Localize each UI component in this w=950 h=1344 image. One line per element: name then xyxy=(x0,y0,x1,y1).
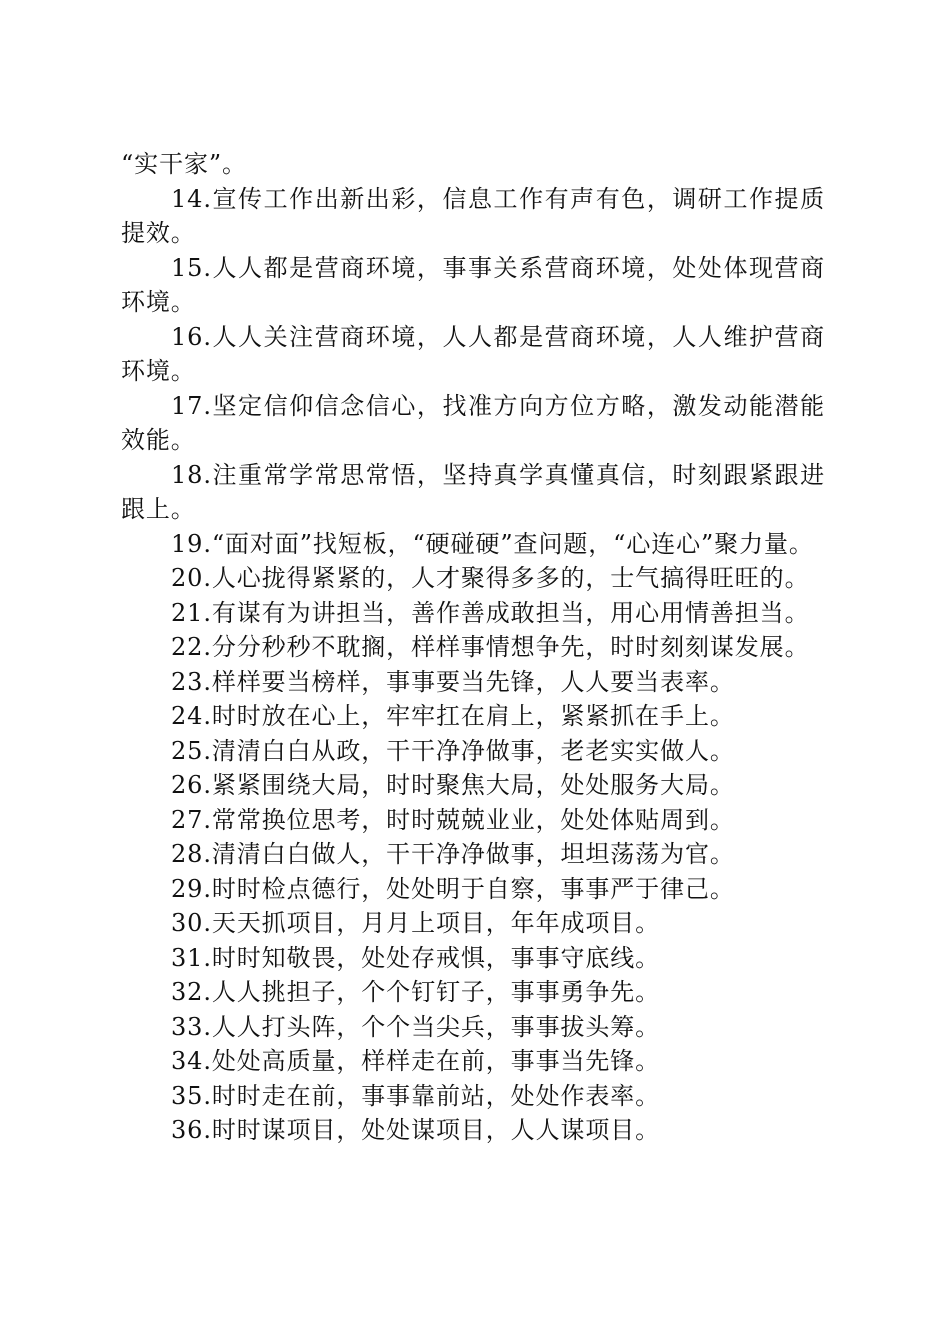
paragraph: 29.时时检点德行，处处明于自察，事事严于律己。 xyxy=(171,874,735,903)
paragraph: 35.时时走在前，事事靠前站，处处作表率。 xyxy=(171,1081,661,1110)
paragraph: 19.“面对面”找短板，“硬碰硬”查问题，“心连心”聚力量。 xyxy=(171,529,814,558)
paragraph: 16.人人关注营商环境，人人都是营商环境，人人维护营商环境。 xyxy=(121,322,825,385)
paragraph: 22.分分秒秒不耽搁，样样事情想争先，时时刻刻谋发展。 xyxy=(171,633,810,661)
paragraph: 15.人人都是营商环境，事事关系营商环境，处处体现营商环境。 xyxy=(121,253,825,316)
paragraph: 36.时时谋项目，处处谋项目，人人谋项目。 xyxy=(171,1116,661,1144)
paragraph: 26.紧紧围绕大局，时时聚焦大局，处处服务大局。 xyxy=(171,771,735,799)
paragraph: 25.清清白白从政，干干净净做事，老老实实做人。 xyxy=(171,736,735,765)
paragraph: 31.时时知敬畏，处处存戒惧，事事守底线。 xyxy=(171,943,661,972)
paragraph: 27.常常换位思考，时时兢兢业业，处处体贴周到。 xyxy=(171,805,735,834)
paragraph: “实干家”。 xyxy=(121,150,247,178)
paragraph: 24.时时放在心上，牢牢扛在肩上，紧紧抓在手上。 xyxy=(171,702,735,730)
paragraph: 20.人心拢得紧紧的，人才聚得多多的，士气搞得旺旺的。 xyxy=(171,564,810,592)
paragraph: 33.人人打头阵，个个当尖兵，事事拔头筹。 xyxy=(171,1012,661,1041)
paragraph: 18.注重常学常思常悟，坚持真学真懂真信，时刻跟紧跟进跟上。 xyxy=(121,460,825,523)
paragraph: 34.处处高质量，样样走在前，事事当先锋。 xyxy=(171,1047,661,1075)
paragraph: 17.坚定信仰信念信心，找准方向方位方略，激发动能潜能效能。 xyxy=(121,391,825,454)
paragraph: 32.人人挑担子，个个钉钉子，事事勇争先。 xyxy=(171,978,661,1006)
paragraph: 30.天天抓项目，月月上项目，年年成项目。 xyxy=(171,909,661,937)
paragraph: 23.样样要当榜样，事事要当先锋，人人要当表率。 xyxy=(171,667,735,696)
paragraph: 28.清清白白做人，干干净净做事，坦坦荡荡为官。 xyxy=(171,840,735,868)
document-body xyxy=(121,147,825,1148)
paragraph: 21.有谋有为讲担当，善作善成敢担当，用心用情善担当。 xyxy=(171,598,810,627)
paragraph: 14.宣传工作出新出彩，信息工作有声有色，调研工作提质提效。 xyxy=(121,184,825,247)
